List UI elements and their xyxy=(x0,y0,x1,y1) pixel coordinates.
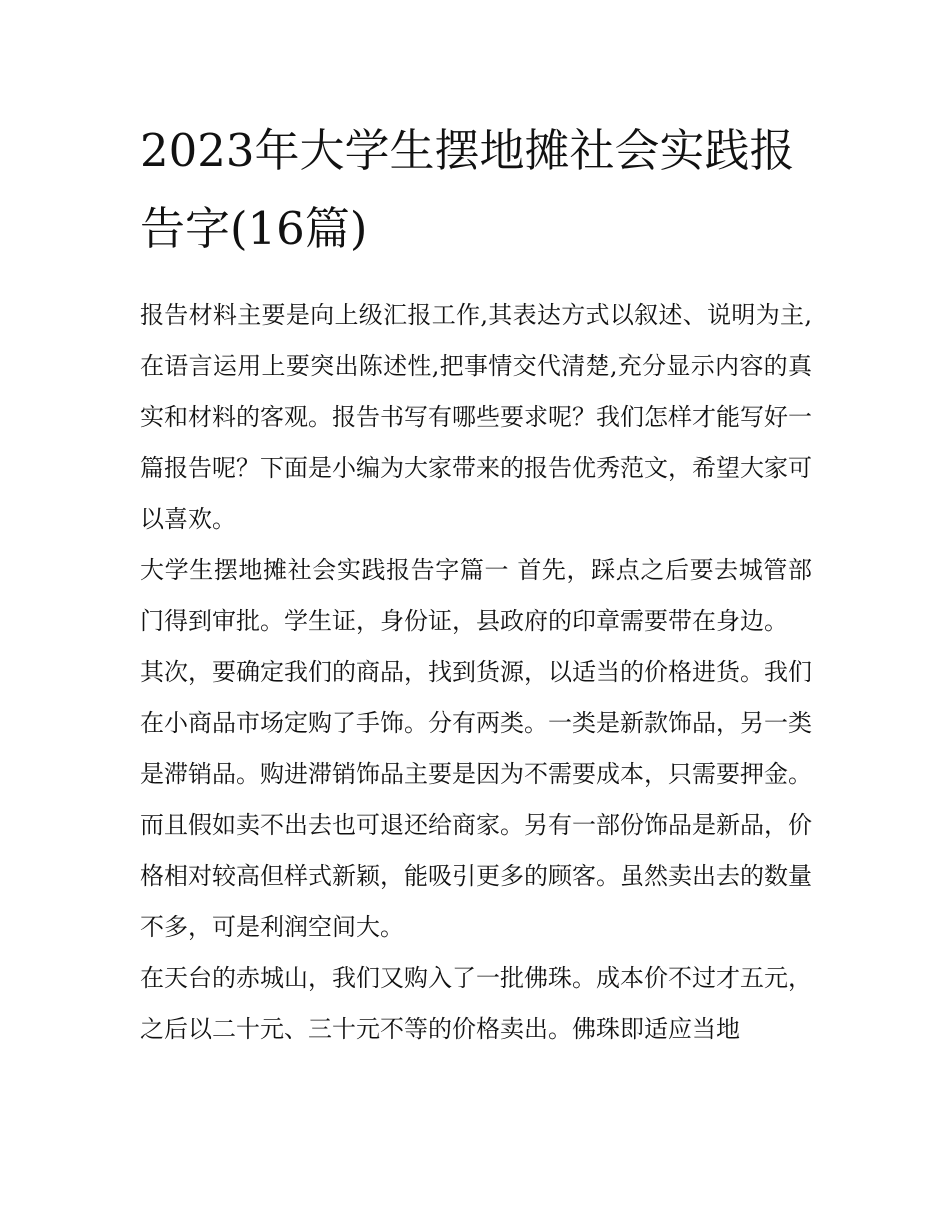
paragraph-intro: 报告材料主要是向上级汇报工作,其表达方式以叙述、说明为主,在语言运用上要突出陈述性,把事情交代清楚,充分显示内容的真实和材料的客观。报告书写有哪些要求呢？我们怎样才能写好一篇报告呢？下面是小编为大家带来的报告优秀范文，希望大家可以喜欢。 xyxy=(140,301,812,533)
document-title: 2023年大学生摆地摊社会实践报告字(16篇) xyxy=(140,124,795,255)
document-body xyxy=(140,112,812,1055)
paragraph-approval: 大学生摆地摊社会实践报告字篇一 首先，踩点之后要去城管部门得到审批。学生证，身份证，县政府的印章需要带在身边。 xyxy=(140,556,812,635)
paragraph-goods: 其次，要确定我们的商品，找到货源，以适当的价格进货。我们在小商品市场定购了手饰。分有两类。一类是新款饰品，另一类是滞销品。购进滞销饰品主要是因为不需要成本，只需要押金。而且假如卖不出去也可退还给商家。另有一部份饰品是新品，价格相对较高但样式新颖，能吸引更多的顾客。虽然卖出去的数量不多，可是利润空间大。 xyxy=(140,658,812,941)
paragraph-beads: 在天台的赤城山，我们又购入了一批佛珠。成本价不过才五元，之后以二十元、三十元不等的价格卖出。佛珠即适应当地 xyxy=(140,964,812,1043)
